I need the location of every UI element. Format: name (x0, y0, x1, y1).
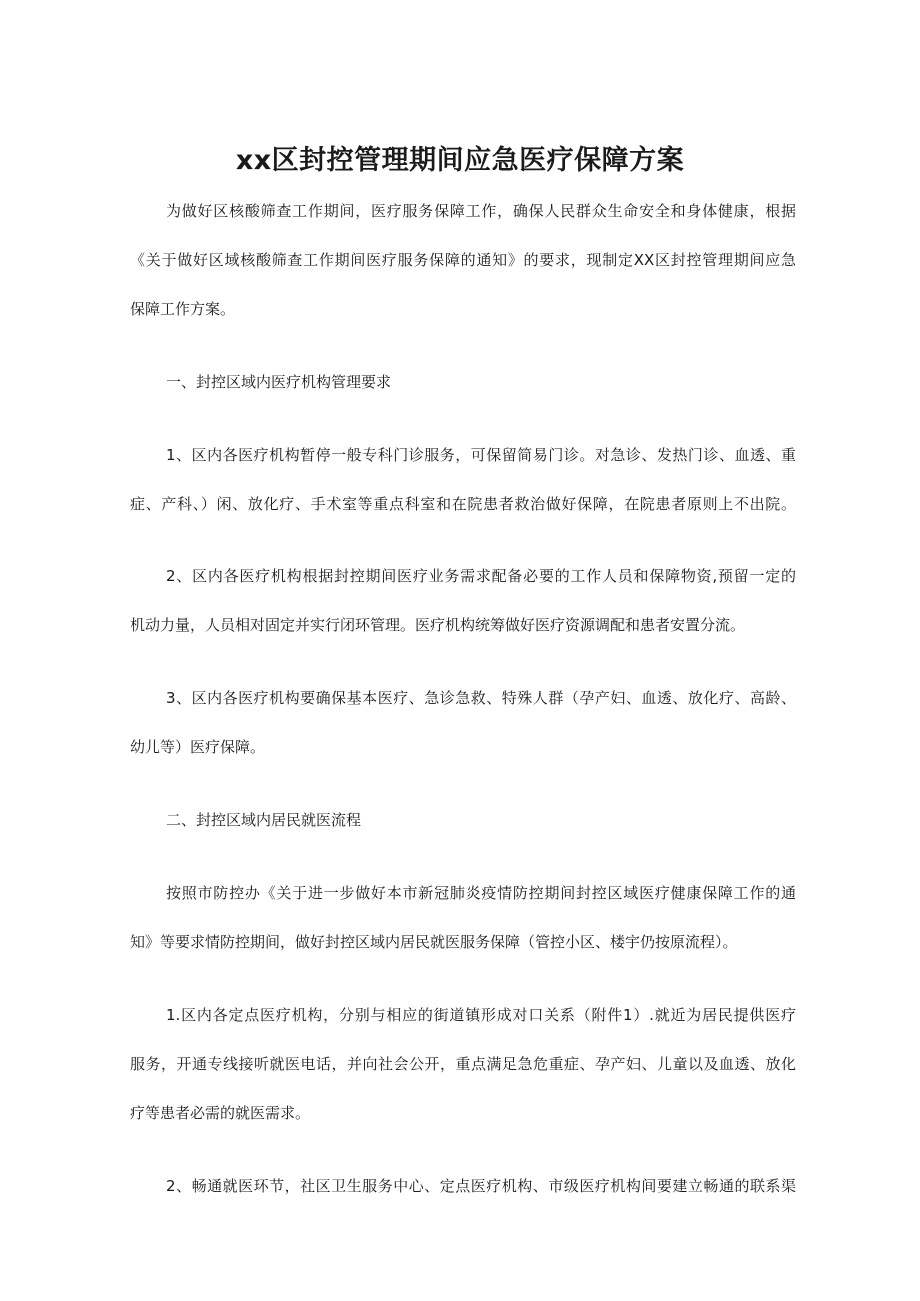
section2-item1-line-2: 服务，开通专线接听就医电话，并向社会公开，重点满足急危重症、孕产妇、儿童以及血透、放化 (130, 1055, 796, 1073)
section1-item1-line-1: 1、区内各医疗机构暂停一般专科门诊服务，可保留简易门诊。对急诊、发热门诊、血透、重 (166, 446, 796, 464)
section1-item3-line-2: 幼儿等）医疗保障。 (130, 738, 266, 756)
section2-item2-line-1: 2、畅通就医环节，社区卫生服务中心、定点医疗机构、市级医疗机构间要建立畅通的联系渠 (166, 1177, 796, 1195)
document-title: xx区封控管理期间应急医疗保障方案 (235, 145, 685, 176)
section2-item1-line-3: 疗等患者必需的就医需求。 (130, 1104, 311, 1122)
section1-item3-line-1: 3、区内各医疗机构要确保基本医疗、急诊急救、特殊人群（孕产妇、血透、放化疗、高龄、 (166, 689, 796, 707)
section1-item2-line-1: 2、区内各医疗机构根据封控期间医疗业务需求配备必要的工作人员和保障物资,预留一定的 (166, 567, 796, 585)
section1-item2-line-2: 机动力量，人员相对固定并实行闭环管理。医疗机构统筹做好医疗资源调配和患者安置分流。 (130, 616, 746, 634)
section1-heading: 一、封控区域内医疗机构管理要求 (166, 373, 392, 391)
intro-line-1: 为做好区核酸筛查工作期间，医疗服务保障工作，确保人民群众生命安全和身体健康，根据 (166, 202, 796, 220)
section1-item1-line-2: 症、产科、）闲、放化疗、手术室等重点科室和在院患者救治做好保障，在院患者原则上不出院。 (130, 495, 796, 513)
section2-item1-line-1: 1.区内各定点医疗机构，分别与相应的街道镇形成对口关系（附件1）.就近为居民提供医疗 (166, 1006, 796, 1024)
section2-heading: 二、封控区域内居民就医流程 (166, 811, 362, 829)
intro-line-2: 《关于做好区域核酸筛查工作期间医疗服务保障的通知》的要求，现制定XX区封控管理期间应急 (130, 251, 796, 269)
intro-line-3: 保障工作方案。 (130, 300, 236, 318)
section2-intro-line-1: 按照市防控办《关于进一步做好本市新冠肺炎疫情防控期间封控区域医疗健康保障工作的通 (166, 884, 796, 902)
section2-intro-line-2: 知》等要求情防控期间，做好封控区域内居民就医服务保障（管控小区、楼宇仍按原流程）。 (130, 933, 738, 951)
